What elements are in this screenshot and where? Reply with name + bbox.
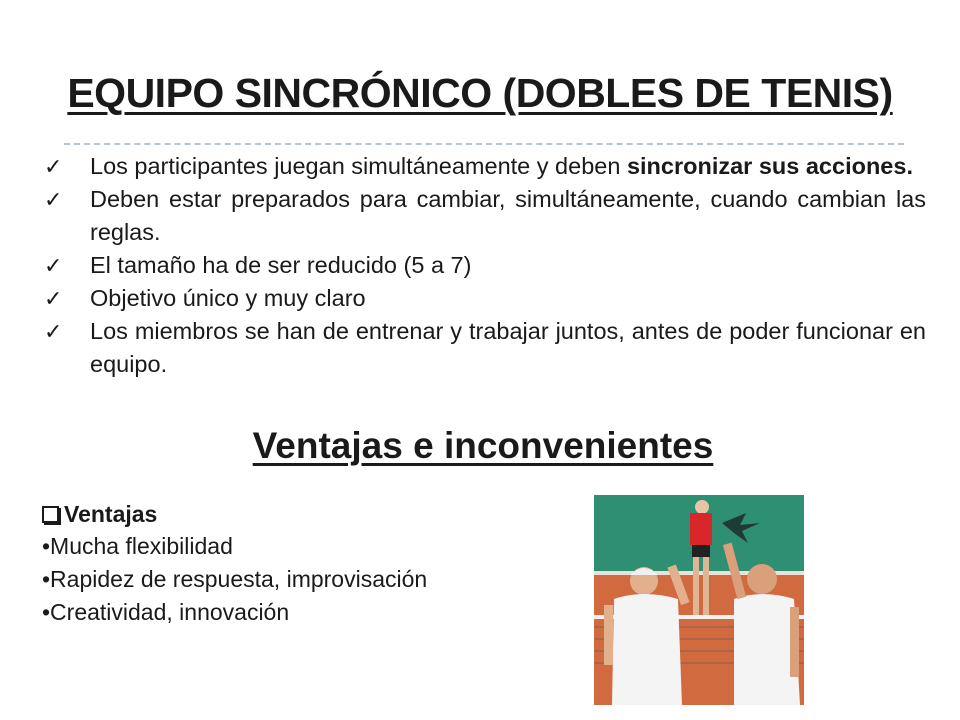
check-icon: ✓: [44, 154, 63, 179]
ventajas-section: [42, 498, 562, 629]
check-icon: ✓: [44, 187, 63, 212]
ventajas-list: [42, 530, 562, 629]
ventajas-heading: Ventajas: [42, 498, 562, 530]
tennis-doubles-photo: [594, 495, 804, 705]
bullet-list: [44, 150, 926, 381]
list-item: •Creatividad, innovación: [42, 599, 290, 625]
check-icon: ✓: [44, 319, 63, 344]
bullet-item: [44, 150, 926, 183]
section-subtitle: Ventajas e inconvenientes: [252, 425, 714, 466]
bullet-text: Objetivo único y muy claro: [90, 285, 366, 311]
bullet-text: Los participantes juegan simultáneamente y deben sincronizar sus acciones.: [90, 153, 913, 179]
bullet-item: [44, 282, 926, 315]
check-icon: ✓: [44, 253, 63, 278]
bullet-item: [44, 315, 926, 381]
bullet-item: [44, 249, 926, 282]
list-item: •Mucha flexibilidad: [42, 533, 233, 559]
bullet-item: [44, 183, 926, 249]
checkbox-square-icon: [42, 506, 59, 523]
check-icon: ✓: [44, 286, 63, 311]
bullet-text: Los miembros se han de entrenar y trabajar juntos, antes de poder funcionar en equipo.: [90, 318, 926, 377]
slide-title: EQUIPO SINCRÓNICO (DOBLES DE TENIS): [67, 70, 893, 116]
bullet-text: El tamaño ha de ser reducido (5 a 7): [90, 252, 472, 278]
tennis-photo-illustration: [594, 495, 804, 705]
list-item: •Rapidez de respuesta, improvisación: [42, 566, 428, 592]
dashed-divider: [64, 143, 904, 145]
bullet-text: Deben estar preparados para cambiar, simultáneamente, cuando cambian las reglas.: [90, 186, 926, 245]
